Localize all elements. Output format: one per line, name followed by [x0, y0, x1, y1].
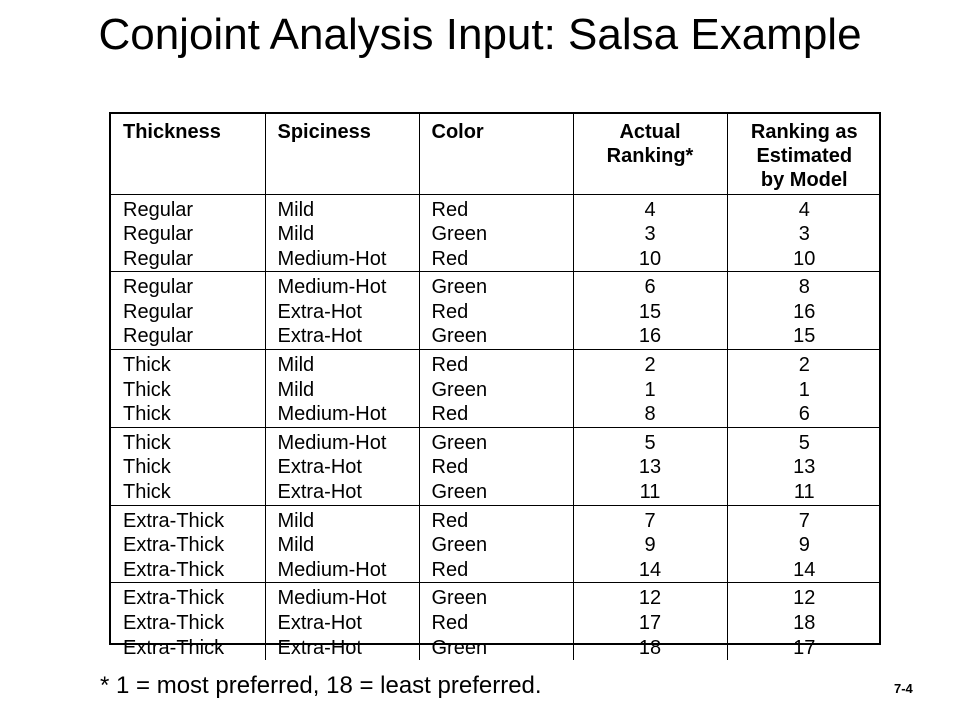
color-cell-value: Green — [431, 587, 488, 610]
page-number: 7-4 — [894, 681, 913, 696]
thickness-cell-value: Extra-Thick — [123, 612, 225, 634]
estimated-ranking-cell — [727, 583, 881, 660]
estimated-ranking-cell-value: 8 — [798, 276, 810, 299]
thickness-cell — [111, 194, 265, 272]
estimated-ranking-cell-value: 18 — [793, 612, 816, 634]
header-color: Color — [419, 114, 573, 194]
color-cell-value: Green — [431, 636, 488, 659]
actual-ranking-cell-value: 6 — [644, 276, 656, 299]
table-row-group — [111, 272, 881, 350]
thickness-cell-value: Thick — [123, 481, 171, 504]
spiciness-cell-value: Medium-Hot — [277, 587, 387, 610]
spiciness-cell-value: Mild — [277, 534, 315, 557]
color-cell-value: Red — [431, 354, 469, 377]
thickness-cell-value: Thick — [123, 378, 171, 401]
actual-ranking-cell-value: 2 — [644, 354, 656, 377]
estimated-ranking-cell-value: 2 — [798, 354, 810, 377]
actual-ranking-cell-value: 5 — [644, 431, 656, 454]
header-spiciness: Spiciness — [265, 114, 419, 194]
color-cell-value: Green — [431, 325, 488, 348]
color-cell — [419, 350, 573, 428]
table-row-group — [111, 350, 881, 428]
estimated-ranking-cell-value: 14 — [793, 558, 816, 581]
spiciness-cell-value: Mild — [277, 509, 315, 532]
estimated-ranking-cell-value: 7 — [798, 509, 810, 532]
actual-ranking-cell — [573, 272, 727, 350]
actual-ranking-cell-value: 7 — [644, 509, 656, 532]
table-row-group — [111, 505, 881, 583]
spiciness-cell-value: Medium-Hot — [277, 247, 387, 270]
thickness-cell-value: Regular — [123, 223, 194, 246]
spiciness-cell-value: Medium-Hot — [277, 431, 387, 454]
thickness-cell — [111, 272, 265, 350]
color-cell-value: Red — [431, 509, 469, 532]
actual-ranking-cell-value: 18 — [638, 636, 662, 659]
spiciness-cell-value: Mild — [277, 223, 315, 246]
spiciness-cell — [265, 272, 419, 350]
estimated-ranking-cell-value: 12 — [793, 587, 816, 610]
actual-ranking-cell-value: 16 — [638, 325, 662, 348]
table-row-group — [111, 583, 881, 660]
actual-ranking-cell-value: 4 — [644, 198, 656, 221]
header-row — [111, 114, 881, 194]
spiciness-cell-value: Medium-Hot — [277, 276, 387, 299]
estimated-ranking-cell-value: 3 — [798, 223, 810, 246]
actual-ranking-cell-value: 12 — [638, 587, 662, 610]
header-thickness: Thickness — [111, 114, 265, 194]
spiciness-cell-value: Medium-Hot — [277, 558, 387, 581]
color-cell-value: Red — [431, 612, 469, 634]
actual-ranking-cell-value: 14 — [638, 558, 662, 581]
estimated-ranking-cell — [727, 350, 881, 428]
color-cell-value: Red — [431, 403, 469, 426]
color-cell — [419, 427, 573, 505]
actual-ranking-cell-value: 3 — [644, 223, 656, 246]
color-cell-value: Red — [431, 558, 469, 581]
actual-ranking-cell-value: 17 — [638, 612, 662, 634]
estimated-ranking-cell-value: 17 — [793, 636, 816, 659]
table-row-group — [111, 427, 881, 505]
spiciness-cell-value: Mild — [277, 354, 315, 377]
color-cell-value: Green — [431, 276, 488, 299]
estimated-ranking-cell-value: 10 — [793, 247, 816, 270]
estimated-ranking-cell-value: 9 — [798, 534, 810, 557]
actual-ranking-cell-value: 9 — [644, 534, 656, 557]
thickness-cell — [111, 505, 265, 583]
thickness-cell — [111, 427, 265, 505]
table-row-group — [111, 194, 881, 272]
spiciness-cell-value: Extra-Hot — [277, 456, 362, 479]
thickness-cell-value: Thick — [123, 456, 171, 479]
spiciness-cell-value: Extra-Hot — [277, 612, 362, 634]
thickness-cell — [111, 350, 265, 428]
estimated-ranking-cell-value: 5 — [798, 431, 810, 454]
slide-title: Conjoint Analysis Input: Salsa Example — [98, 10, 862, 59]
conjoint-table — [109, 112, 881, 659]
thickness-cell-value: Thick — [123, 431, 171, 454]
estimated-ranking-cell-value: 11 — [793, 481, 815, 504]
spiciness-cell — [265, 505, 419, 583]
header-estimated-ranking: Ranking as Estimated by Model — [727, 114, 881, 194]
color-cell-value: Red — [431, 198, 469, 221]
actual-ranking-cell-value: 8 — [644, 403, 656, 426]
actual-ranking-cell-value: 13 — [638, 456, 662, 479]
estimated-ranking-cell — [727, 194, 881, 272]
spiciness-cell-value: Mild — [277, 198, 315, 221]
estimated-ranking-cell-value: 1 — [798, 378, 810, 401]
actual-ranking-cell-value: 11 — [639, 481, 661, 504]
estimated-ranking-cell-value: 4 — [798, 198, 810, 221]
actual-ranking-cell-value: 1 — [644, 378, 656, 401]
color-cell-value: Green — [431, 534, 488, 557]
actual-ranking-cell-value: 15 — [638, 300, 662, 323]
thickness-cell-value: Regular — [123, 276, 194, 299]
actual-ranking-cell — [573, 583, 727, 660]
color-cell-value: Red — [431, 247, 469, 270]
actual-ranking-cell — [573, 427, 727, 505]
estimated-ranking-cell-value: 15 — [793, 325, 816, 348]
spiciness-cell — [265, 427, 419, 505]
color-cell-value: Green — [431, 378, 488, 401]
estimated-ranking-cell-value: 13 — [793, 456, 816, 479]
color-cell — [419, 272, 573, 350]
spiciness-cell-value: Extra-Hot — [277, 300, 362, 323]
thickness-cell — [111, 583, 265, 660]
header-actual-ranking: Actual Ranking* — [573, 114, 727, 194]
spiciness-cell — [265, 194, 419, 272]
estimated-ranking-cell — [727, 427, 881, 505]
thickness-cell-value: Extra-Thick — [123, 509, 225, 532]
thickness-cell-value: Regular — [123, 300, 194, 323]
spiciness-cell-value: Mild — [277, 378, 315, 401]
actual-ranking-cell-value: 10 — [638, 247, 662, 270]
thickness-cell-value: Regular — [123, 325, 194, 348]
spiciness-cell-value: Extra-Hot — [277, 325, 362, 348]
color-cell-value: Green — [431, 481, 488, 504]
color-cell — [419, 583, 573, 660]
actual-ranking-cell — [573, 505, 727, 583]
estimated-ranking-cell — [727, 272, 881, 350]
color-cell-value: Green — [431, 431, 488, 454]
footnote: * 1 = most preferred, 18 = least preferred. — [100, 672, 542, 699]
color-cell — [419, 505, 573, 583]
thickness-cell-value: Extra-Thick — [123, 636, 225, 659]
thickness-cell-value: Regular — [123, 247, 194, 270]
thickness-cell-value: Thick — [123, 354, 171, 377]
color-cell-value: Green — [431, 223, 488, 246]
spiciness-cell — [265, 350, 419, 428]
thickness-cell-value: Regular — [123, 198, 194, 221]
thickness-cell-value: Extra-Thick — [123, 558, 225, 581]
actual-ranking-cell — [573, 194, 727, 272]
thickness-cell-value: Extra-Thick — [123, 587, 225, 610]
color-cell-value: Red — [431, 456, 469, 479]
conjoint-table-grid — [111, 114, 881, 660]
color-cell — [419, 194, 573, 272]
estimated-ranking-cell-value: 6 — [798, 403, 810, 426]
spiciness-cell — [265, 583, 419, 660]
estimated-ranking-cell-value: 16 — [793, 300, 816, 323]
thickness-cell-value: Thick — [123, 403, 171, 426]
spiciness-cell-value: Extra-Hot — [277, 481, 362, 504]
actual-ranking-cell — [573, 350, 727, 428]
spiciness-cell-value: Medium-Hot — [277, 403, 387, 426]
color-cell-value: Red — [431, 300, 469, 323]
spiciness-cell-value: Extra-Hot — [277, 636, 362, 659]
estimated-ranking-cell — [727, 505, 881, 583]
thickness-cell-value: Extra-Thick — [123, 534, 225, 557]
